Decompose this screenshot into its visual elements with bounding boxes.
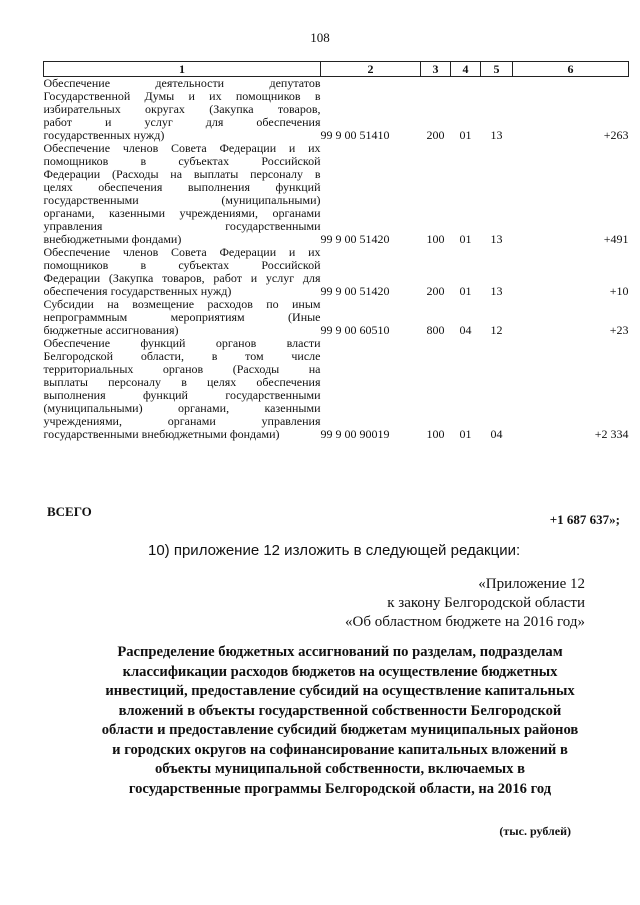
- title-line: государственные программы Белгородской области, на 2016 год: [128, 780, 552, 797]
- amount-value: +10: [609, 284, 629, 298]
- title-line: вложений в объекты государственной собственности Белгородской: [118, 702, 562, 719]
- title-line: области и предоставление субсидий бюджетам муниципальных районов: [101, 722, 579, 738]
- page-number: 108: [310, 30, 330, 45]
- description-line: выполнения функций государственными: [43, 388, 321, 402]
- column-header-3: 3: [421, 62, 451, 77]
- expense-type: 100: [426, 232, 445, 246]
- description-line: работ и услуг для обеспечения: [43, 115, 321, 129]
- appendix-law-name: «Об областном бюджете на 2016 год»: [345, 614, 585, 630]
- subsection-code: 04: [490, 427, 503, 441]
- amendment-instruction: 10) приложение 12 изложить в следующей редакции:: [148, 542, 521, 559]
- description-line: выплаты персоналу в целях обеспечения: [43, 375, 321, 389]
- subsection-code: 13: [490, 128, 503, 142]
- table-row: [44, 142, 629, 246]
- subsection-code: 13: [490, 284, 503, 298]
- document-title: [60, 643, 620, 799]
- appendix-law: к закону Белгородской области: [387, 595, 585, 611]
- title-line: объекты муниципальной собственности, включаемых в: [155, 761, 525, 777]
- description-line: Обеспечение членов Совета Федерации и их: [43, 141, 321, 155]
- description-line: бюджетные ассигнования): [43, 323, 179, 337]
- section-code: 01: [459, 232, 472, 246]
- description-line: органами, казенными учреждениями, органами: [43, 206, 321, 220]
- budget-table: [43, 61, 629, 441]
- table-header: [44, 62, 629, 77]
- subsection-code: 12: [490, 323, 503, 337]
- description-line: непрограммным мероприятиям (Иные: [43, 310, 321, 324]
- row-description: [44, 77, 321, 143]
- description-line: Обеспечение функций органов власти: [43, 336, 321, 350]
- section-code: 01: [459, 128, 472, 142]
- table-body: [44, 77, 629, 442]
- expense-type: 100: [426, 427, 445, 441]
- description-line: помощников в субъектах Российской: [43, 154, 321, 168]
- amount-value: +263: [603, 128, 629, 142]
- total-value: +1 687 637»;: [549, 512, 620, 527]
- expense-type: 200: [426, 284, 445, 298]
- description-line: Обеспечение членов Совета Федерации и их: [43, 245, 321, 259]
- section-code: 01: [459, 427, 472, 441]
- title-line: и городских округов на софинансирование капитальных вложений в: [112, 741, 568, 758]
- expense-type: 800: [426, 323, 445, 337]
- row-description: [44, 246, 321, 298]
- table-row: [44, 298, 629, 337]
- section-code: 01: [459, 284, 472, 298]
- description-line: государственных нужд): [43, 128, 165, 142]
- description-line: Обеспечение деятельности депутатов: [43, 76, 321, 90]
- description-line: Субсидии на возмещение расходов по иным: [43, 297, 321, 311]
- column-header-5: 5: [481, 62, 513, 77]
- description-line: помощников в субъектах Российской: [43, 258, 321, 272]
- subsection-code: 13: [490, 232, 503, 246]
- table-row: [44, 337, 629, 441]
- description-line: Федерации (Расходы на выплаты персоналу в: [43, 167, 321, 181]
- description-line: обеспечения государственных нужд): [43, 284, 232, 298]
- column-header-1: 1: [44, 62, 321, 77]
- classification-code: 99 9 00 51420: [320, 232, 390, 246]
- row-description: [44, 142, 321, 246]
- title-line: инвестиций, предоставление субсидий на осуществление капитальных: [105, 683, 575, 699]
- table-row: [44, 246, 629, 298]
- classification-code: 99 9 00 90019: [320, 427, 390, 441]
- description-line: учреждениями, органами управления: [43, 414, 321, 428]
- description-line: Федерации (Закупка товаров, работ и услуг для: [43, 271, 321, 285]
- section-code: 04: [459, 323, 472, 337]
- title-line: классификации расходов бюджетов на осуществление бюджетных: [122, 663, 558, 680]
- column-header-2: 2: [321, 62, 421, 77]
- description-line: государственными (муниципальными): [43, 193, 321, 207]
- classification-code: 99 9 00 51420: [320, 284, 390, 298]
- appendix-title: «Приложение 12: [478, 576, 585, 592]
- description-line: внебюджетными фондами): [43, 232, 182, 246]
- column-header-6: 6: [513, 62, 629, 77]
- description-line: (муниципальными) органами, казенными: [43, 401, 321, 415]
- description-line: Государственной Думы и их помощников в: [43, 89, 321, 103]
- classification-code: 99 9 00 51410: [320, 128, 390, 142]
- row-description: [44, 337, 321, 441]
- appendix-reference: [345, 575, 585, 632]
- classification-code: 99 9 00 60510: [320, 323, 390, 337]
- description-line: государственными внебюджетными фондами): [43, 427, 280, 441]
- amount-value: +2 334: [594, 427, 629, 441]
- column-header-4: 4: [451, 62, 481, 77]
- title-line: Распределение бюджетных ассигнований по разделам, подразделам: [117, 644, 563, 660]
- table-row: [44, 77, 629, 143]
- amount-value: +491: [603, 232, 629, 246]
- description-line: избирательных округах (Закупка товаров,: [43, 102, 321, 116]
- description-line: управления государственными: [43, 219, 321, 233]
- row-description: [44, 298, 321, 337]
- description-line: территориальных органов (Расходы на: [43, 362, 321, 376]
- units-label: (тыс. рублей): [499, 824, 571, 838]
- total-label: ВСЕГО: [47, 504, 92, 519]
- amount-value: +23: [609, 323, 629, 337]
- description-line: Белгородской области, в том числе: [43, 349, 321, 363]
- description-line: целях обеспечения выполнения функций: [43, 180, 321, 194]
- expense-type: 200: [426, 128, 445, 142]
